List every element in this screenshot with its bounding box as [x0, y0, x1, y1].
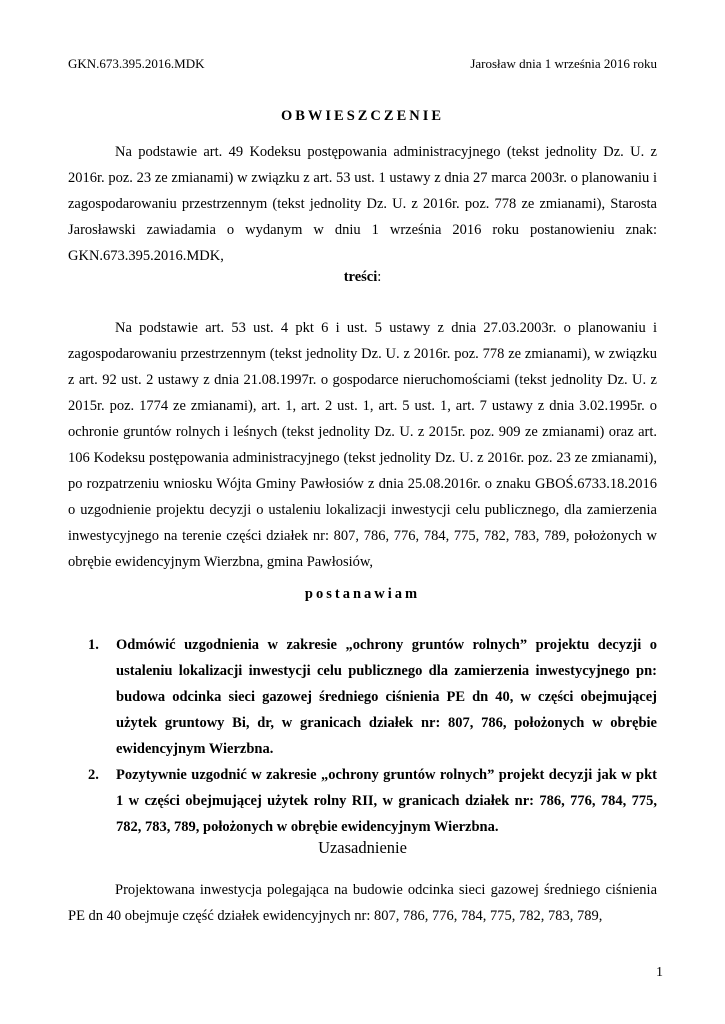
decision-list — [88, 632, 657, 840]
decision-item-2 — [88, 762, 657, 840]
decision-number: 2. — [88, 767, 99, 783]
case-reference: GKN.673.395.2016.MDK — [68, 56, 205, 71]
document-title: OBWIESZCZENIE — [280, 108, 445, 124]
postanawiam-heading: postanawiam — [304, 586, 421, 602]
tresci-colon: : — [377, 269, 382, 285]
decision-number: 1. — [88, 637, 99, 653]
place-and-date: Jarosław dnia 1 września 2016 roku — [470, 56, 657, 71]
justification-paragraph: Projektowana inwestycja polegająca na budowie odcinka sieci gazowej średniego ciśnienia PE dn 40 obejmuje część działek ewidencyjnych nr: 807, 786, 776, 784, 775, 782, 783, 789, — [68, 882, 657, 924]
document-header — [68, 56, 657, 72]
decision-text: Pozytywnie uzgodnić w zakresie „ochrony gruntów rolnych” projekt decyzji jak w pkt 1 w części obejmującej użytek rolny RII, w granicach działek nr: 786, 776, 784, 775, 782, 783, 789, położonych w obrębie ewidencyjnym Wierzbna. — [116, 767, 657, 835]
tresci-heading — [0, 269, 725, 286]
decision-item-1 — [88, 632, 657, 762]
justification-heading: Uzasadnienie — [318, 838, 407, 857]
intro-paragraph: Na podstawie art. 49 Kodeksu postępowania administracyjnego (tekst jednolity Dz. U. z 2016r. poz. 23 ze zmianami) w związku z art. 53 ust. 1 ustawy z dnia 27 marca 2003r. o planowaniu i zagospodarowaniu przestrzennym (tekst jednolity Dz. U. z 2016r. poz. 778 ze zmianami), Starosta Jarosławski zawiadamia o wydanym w dniu 1 września 2016 roku postanowieniu znak: GKN.673.395.2016.MDK, — [68, 144, 657, 264]
decision-text: Odmówić uzgodnienia w zakresie „ochrony gruntów rolnych” projektu decyzji o ustaleniu lokalizacji inwestycji celu publicznego dla zamierzenia inwestycyjnego pn: budowa odcinka sieci gazowej średniego ciśnienia PE dn 40, w części obejmującej użytek gruntowy Bi, dr, w granicach działek nr: 807, 786, położonych w obrębie ewidencyjnym Wierzbna. — [116, 637, 657, 757]
legal-basis-paragraph: Na podstawie art. 53 ust. 4 pkt 6 i ust. 5 ustawy z dnia 27.03.2003r. o planowaniu i zagospodarowaniu przestrzennym (tekst jednolity Dz. U. z 2016r. poz. 778 ze zmianami), w związku z art. 92 ust. 2 ustawy z dnia 21.08.1997r. o gospodarce nieruchomościami (tekst jednolity Dz. U. z 2015r. poz. 1774 ze zmianami), art. 1, art. 2 ust. 1, art. 5 ust. 1, art. 7 ustawy z dnia 3.02.1995r. o ochronie gruntów rolnych i leśnych (tekst jednolity Dz. U. z 2015r. poz. 909 ze zmianami) oraz art. 106 Kodeksu postępowania administracyjnego (tekst jednolity Dz. U. z 2016r. poz. 23 ze zmianami), po rozpatrzeniu wniosku Wójta Gminy Pawłosiów z dnia 25.08.2016r. o znaku GBOŚ.6733.18.2016 o uzgodnienie projektu decyzji o ustaleniu lokalizacji inwestycji celu publicznego, dla zamierzenia inwestycyjnego na terenie części działek nr: 807, 786, 776, 784, 775, 782, 783, 789, położonych w obrębie ewidencyjnym Wierzbna, gmina Pawłosiów, — [68, 320, 657, 570]
tresci-word: treści — [343, 269, 378, 285]
page-number: 1 — [656, 965, 663, 980]
